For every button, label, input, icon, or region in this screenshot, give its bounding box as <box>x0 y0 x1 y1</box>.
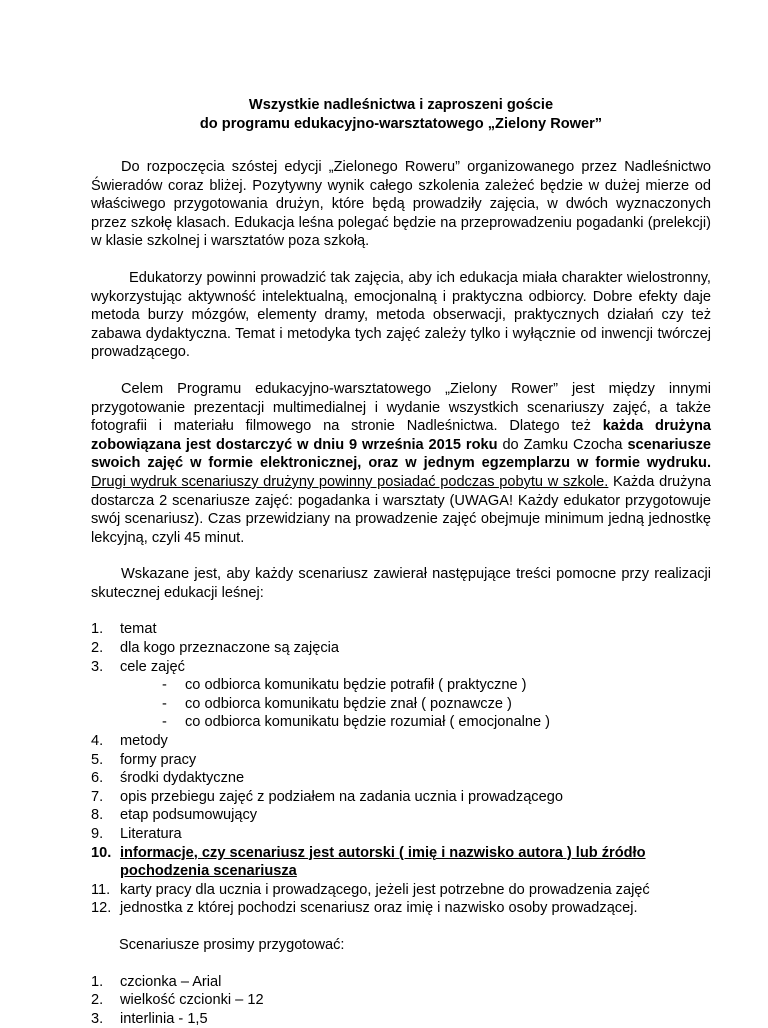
sublist-item <box>91 695 711 714</box>
list-item-text: Literatura <box>120 826 182 842</box>
list-item-text: interlinia - 1,5 <box>120 1010 208 1027</box>
list-item-text: karty pracy dla ucznia i prowadzącego, jeżeli jest potrzebne do prowadzenia zajęć <box>120 881 650 898</box>
list-item-text: metody <box>120 733 168 750</box>
goal-text-location: do Zamku Czocha <box>497 436 628 453</box>
format-label: Scenariusze prosimy przygotować: <box>119 936 345 953</box>
list-item-text: dla kogo przeznaczone są zajęcia <box>120 640 340 657</box>
goal-text-format: scenariusze swoich zajęć w formie elektronicznej, oraz w jednym egzemplarzu w formie wydruku. <box>91 436 711 472</box>
list-item <box>91 881 711 900</box>
list-item-number: 2. <box>91 992 104 1009</box>
list-item-number: 7. <box>91 788 104 805</box>
list-item <box>91 1010 711 1028</box>
list-item-text: cele zajęć <box>120 658 185 675</box>
paragraph-educators: Edukatorzy powinni prowadzić tak zajęcia, aby ich edukacja miała charakter wielostronny, wykorzystując aktywność intelektualną, emocjonalną i praktyczna odbiorcy. Dobre efekty daje metoda burzy mózgów, elementy dramy, metoda obserwacji, praktycznych działań czy też zabawa dydaktyczna. Temat i metodyka tych zajęć zależy tylko i wyłącznie od inwencji twórczej prowadzącego. <box>91 269 711 361</box>
sublist-item-text: co odbiorca komunikatu będzie rozumiał ( emocjonalne ) <box>185 714 551 731</box>
list-item-text: formy pracy <box>120 751 197 768</box>
list-item-text: informacje, czy scenariusz jest autorski ( imię i nazwisko autora ) lub źródło pochodzenia scenariusza <box>120 844 646 880</box>
list-item <box>91 769 711 788</box>
list-item-number: 8. <box>91 807 104 824</box>
list-item-number: 2. <box>91 640 104 657</box>
title-line-2: do programu edukacyjno-warsztatowego „Zielony Rower” <box>199 116 603 132</box>
list-item-text: temat <box>120 621 157 638</box>
list-item-number: 11. <box>91 881 111 898</box>
list-item <box>91 825 711 844</box>
list-item-number: 5. <box>91 751 104 768</box>
paragraph-intro: Do rozpoczęcia szóstej edycji „Zielonego Roweru” organizowanego przez Nadleśnictwo Świeradów coraz bliżej. Pozytywny wynik całego szkolenia zależeć będzie w dużej mierze od właściwego przygotowania drużyn, które będą prowadziły zajęcia, w dwóch wyznaczonych przez szkołę klasach. Edukacja leśna polegać będzie na przeprowadzeniu pogadanki (prelekcji) w klasie szkolnej i warsztatów poza szkołą. <box>91 159 711 250</box>
sublist-item-text: co odbiorca komunikatu będzie potrafił ( praktyczne ) <box>185 677 527 694</box>
sublist-item <box>91 676 711 695</box>
list-item-number: 9. <box>91 826 104 842</box>
sublist-dash: - <box>162 677 167 694</box>
list-item <box>91 788 711 807</box>
sublist-dash: - <box>162 714 167 731</box>
list-item-number: 1. <box>91 973 104 990</box>
list-item <box>91 639 711 658</box>
list-item <box>91 899 711 918</box>
document-title <box>91 96 711 134</box>
list-item <box>91 806 711 825</box>
sublist-item-text: co odbiorca komunikatu będzie znał ( poznawcze ) <box>185 695 512 712</box>
list-item-text: środki dydaktyczne <box>120 770 245 787</box>
list-item-text: opis przebiegu zajęć z podziałem na zadania ucznia i prowadzącego <box>120 788 563 805</box>
list-item <box>91 658 711 732</box>
list-item-number: 4. <box>91 733 104 750</box>
list-item <box>91 620 711 639</box>
list-item <box>91 732 711 751</box>
list-item-text: wielkość czcionki – 12 <box>120 992 264 1009</box>
list-item-number: 3. <box>91 1010 104 1027</box>
list-item <box>91 973 711 992</box>
list-item-number: 12. <box>91 900 112 917</box>
goal-text-a: Celem Programu edukacyjno-warsztatowego „Zielony Rower” jest między innymi przygotowanie prezentacji multimedialnej i wydanie wszystkich scenariuszy zajęć, a także fotografii i materiału filmowego na stronie Nadleśnictwa. Dlatego też <box>91 380 711 435</box>
list-item-number: 1. <box>91 621 104 638</box>
sublist-item <box>91 713 711 732</box>
goals-sublist <box>91 676 711 732</box>
list-item-author-info <box>91 844 711 881</box>
goal-text-deadline: każda drużyna zobowiązana jest dostarczyć w dniu 9 września 2015 roku <box>91 418 711 453</box>
list-item-number: 6. <box>91 770 104 787</box>
list-item-number: 10. <box>91 844 112 861</box>
scenario-content-list <box>91 620 711 918</box>
list-item-text: etap podsumowujący <box>120 807 258 824</box>
list-item <box>91 751 711 770</box>
document-page <box>91 96 711 1028</box>
list-item-text: czcionka – Arial <box>120 973 222 990</box>
list-item-number: 3. <box>91 658 104 675</box>
sublist-dash: - <box>162 695 167 712</box>
format-list <box>91 973 711 1028</box>
paragraph-program-goal <box>91 380 711 547</box>
paragraph-recommendation: Wskazane jest, aby każdy scenariusz zawierał następujące treści pomocne przy realizacji skutecznej edukacji leśnej: <box>91 566 711 601</box>
goal-text-rest: Każda drużyna dostarcza 2 scenariusze zajęć: pogadanka i warsztaty (UWAGA! Każdy edukator przygotowuje swój scenariusz). Czas przewidziany na prowadzenie zajęć obejmuje minimum jedną jednostkę lekcyjną, czyli 45 minut. <box>91 473 711 546</box>
title-line-1: Wszystkie nadleśnictwa i zaproszeni goście <box>248 97 554 113</box>
list-item-text: jednostka z której pochodzi scenariusz oraz imię i nazwisko osoby prowadzącej. <box>120 900 638 917</box>
goal-text-second-print: Drugi wydruk scenariuszy drużyny powinny posiadać podczas pobytu w szkole. <box>91 473 609 490</box>
